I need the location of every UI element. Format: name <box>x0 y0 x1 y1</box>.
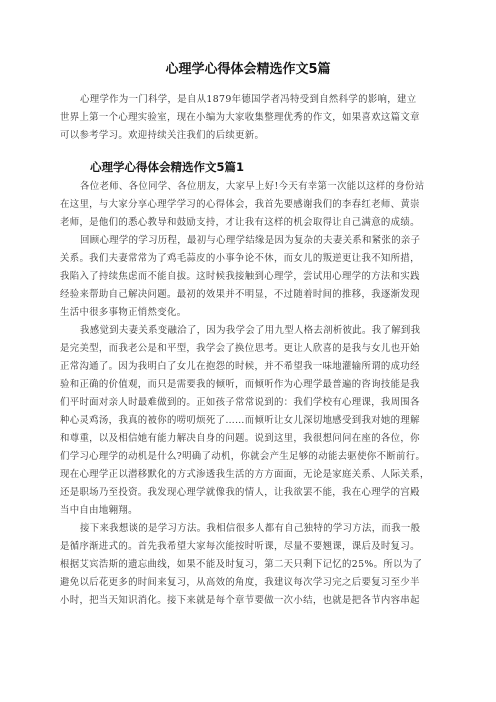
document-title: 心理学心得体会精选作文5篇 <box>165 62 331 77</box>
body-line: 正常沟通了。因为我明白了女儿在抱怨的时候，并不希望我一味地灌输所谓的成功经 <box>60 361 420 372</box>
body-line: 们平时面对亲人时最难做到的。正如孩子常常说到的：我们学校有心理课，我周围各 <box>60 397 420 408</box>
section-title: 心理学心得体会精选作文5篇1 <box>90 160 245 174</box>
intro-line: 心理学作为一门科学，是自从1879年德国学者冯特受到自然科学的影响，建立 <box>80 94 417 105</box>
body-line: 老师，是他们的悉心教导和鼓励支持，才让我有这样的机会取得让自己满意的成绩。 <box>60 217 420 228</box>
body-line: 们学习心理学的动机是什么?明确了动机，你就会产生足够的动能去驱使你不断前行。 <box>60 451 426 462</box>
body-line: 避免以后花更多的时间来复习，从高效的角度，我建议每次学习完之后要复习至少半 <box>60 577 420 588</box>
body-line: 关系。我们夫妻常常为了鸡毛蒜皮的小事争论不休，而女儿的叛逆更让我不知所措， <box>60 253 420 264</box>
body-line: 在这里，与大家分享心理学学习的心得体会，我首先要感谢我们的李春红老师、黄崇 <box>60 199 420 210</box>
body-line: 是循序渐进式的。首先我希望大家每次能按时听课，尽量不要翘课，课后及时复习。 <box>60 541 420 552</box>
body-line: 小时，把当天知识消化。接下来就是每个章节要做一次小结，也就是把各节内容串起 <box>60 595 420 606</box>
body-line: 我感觉到夫妻关系变融洽了，因为我学会了用九型人格去剖析彼此。我了解到我 <box>80 325 421 336</box>
body-line: 接下来我想谈的是学习方法。我相信很多人都有自己独特的学习方法，而我一般 <box>80 523 421 534</box>
body-line: 根据艾宾浩斯的遗忘曲线，如果不能及时复习，第二天只剩下记忆的25%。所以为了 <box>60 559 423 570</box>
body-line: 我陷入了持续焦虑而不能自拔。这时候我接触到心理学，尝试用心理学的方法和实践 <box>60 271 420 282</box>
body-line: 当中自由地翱翔。 <box>60 505 138 516</box>
body-line: 验和正确的价值观，而只是需要我的倾听，而倾听作为心理学最普遍的咨询技能是我 <box>60 379 420 390</box>
body-line: 是完美型，而我老公是和平型，我学会了换位思考。更让人欣喜的是我与女儿也开始 <box>60 343 420 354</box>
body-line: 还是职场乃至投资。我发现心理学就像我的情人，让我欲罢不能，我在心理学的宫殿 <box>60 487 420 498</box>
body-line: 生活中很多事物正悄然变化。 <box>60 307 187 318</box>
intro-line: 可以参考学习。欢迎持续关注我们的后续更新。 <box>60 130 265 141</box>
body-line: 经验来帮助自己解决问题。最初的效果并不明显，不过随着时间的推移，我逐渐发现 <box>60 289 420 300</box>
body-line: 各位老师、各位同学、各位朋友，大家早上好!今天有幸第一次能以这样的身份站 <box>80 181 425 192</box>
body-line: 种心灵鸡汤，我真的被你的唠叨烦死了……而倾听让女儿深切地感受到我对她的理解 <box>60 415 420 426</box>
body-line: 回顾心理学的学习历程，最初与心理学结缘是因为复杂的夫妻关系和紧张的亲子 <box>80 235 421 246</box>
intro-line: 世界上第一个心理实验室，现在小编为大家收集整理优秀的作文，如果喜欢这篇文章 <box>60 112 420 123</box>
body-line: 现在心理学正以潜移默化的方式渗透我生活的方方面面，无论是家庭关系、人际关系， <box>60 469 430 480</box>
body-line: 和尊重，以及相信她有能力解决自身的问题。说到这里，我很想问问在座的各位，你 <box>60 433 420 444</box>
